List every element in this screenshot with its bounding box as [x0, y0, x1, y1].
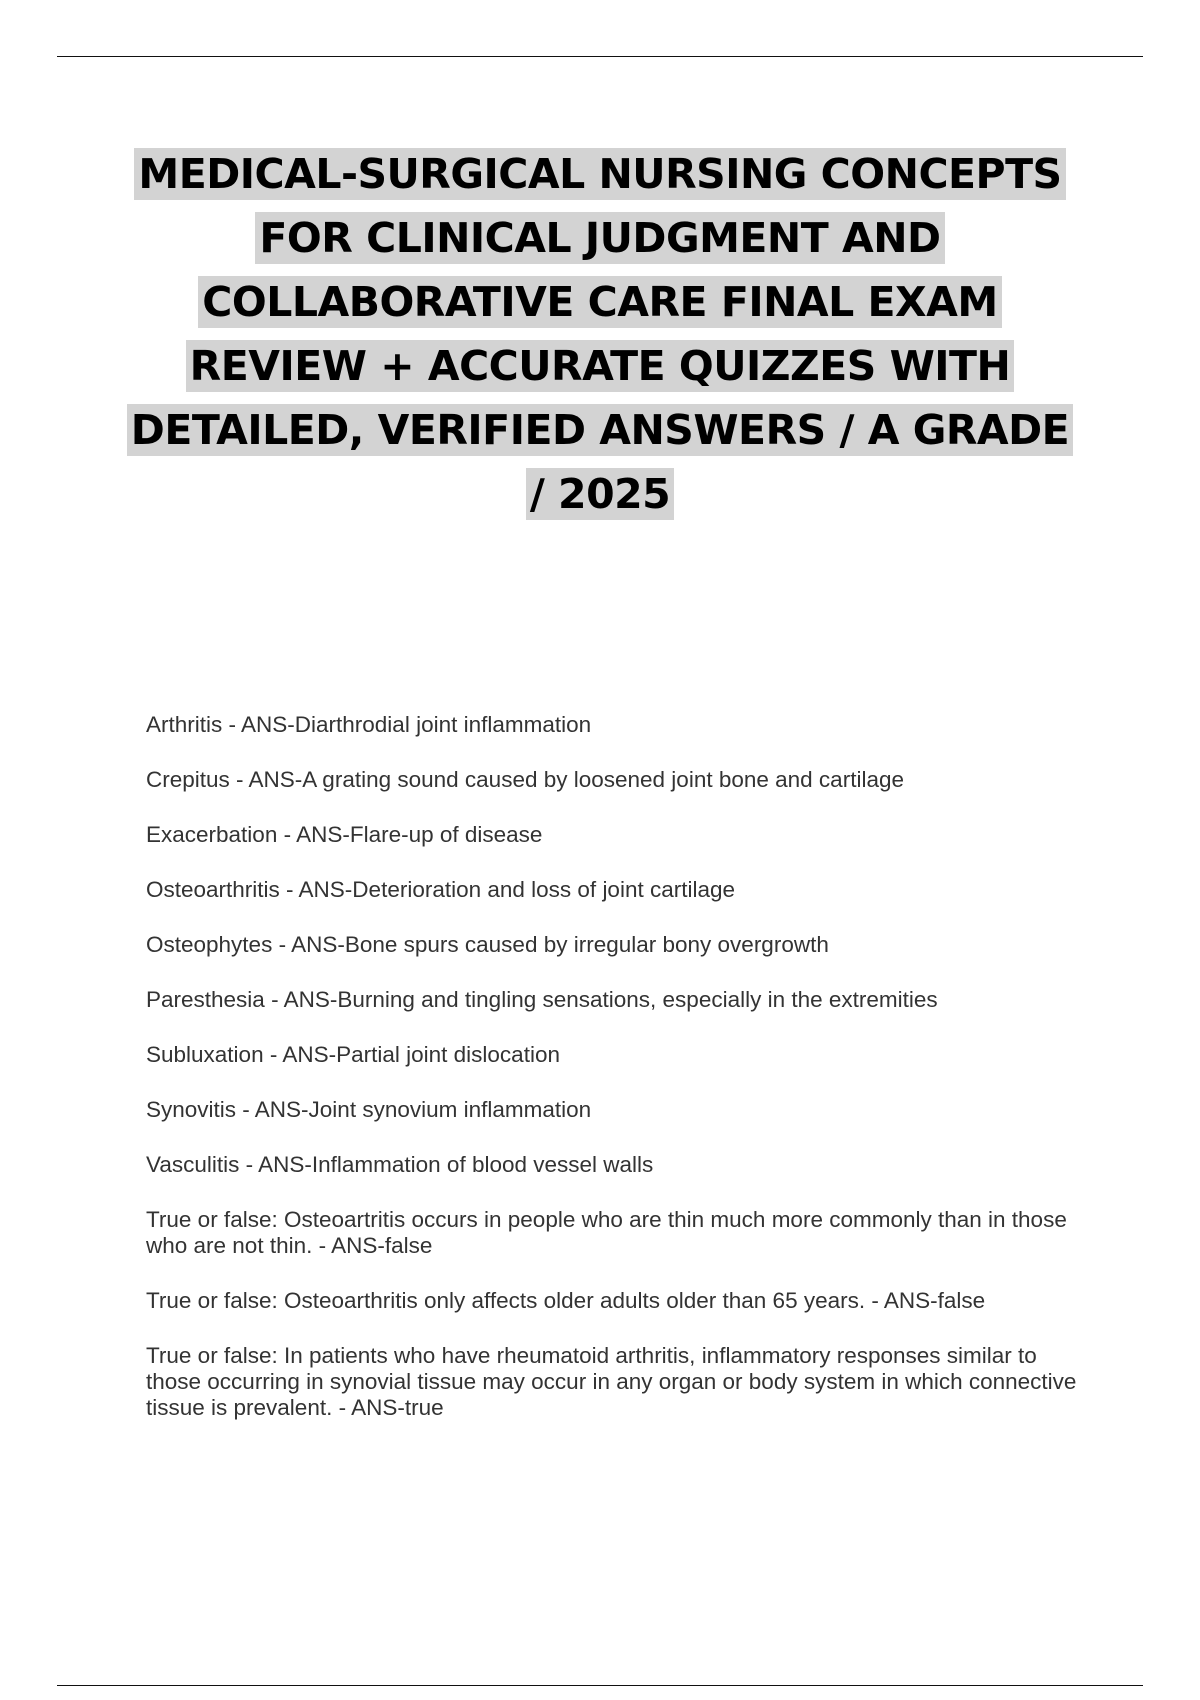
- footer-rule: [57, 1685, 1143, 1686]
- title-block: [120, 142, 1080, 526]
- qa-entry: Synovitis - ANS-Joint synovium inflammation: [146, 1097, 592, 1122]
- qa-entry: Crepitus - ANS-A grating sound caused by loosened joint bone and cartilage: [146, 767, 904, 792]
- qa-entry: Arthritis - ANS-Diarthrodial joint inflammation: [146, 712, 592, 737]
- qa-entry: Paresthesia - ANS-Burning and tingling sensations, especially in the extremities: [146, 987, 938, 1012]
- qa-entry: True or false: Osteoartritis occurs in people who are thin much more commonly than in those who are not thin. - ANS-false: [146, 1207, 1067, 1258]
- qa-entry: True or false: Osteoarthritis only affects older adults older than 65 years. - ANS-false: [146, 1288, 986, 1313]
- qa-entry: True or false: In patients who have rheumatoid arthritis, inflammatory responses similar to those occurring in synovial tissue may occur in any organ or body system in which connective tissue is prevalent. - ANS-true: [146, 1343, 1077, 1420]
- qa-entry: Exacerbation - ANS-Flare-up of disease: [146, 822, 543, 847]
- document-title: [120, 142, 1080, 526]
- header-rule: [57, 56, 1143, 57]
- qa-list: [146, 712, 1086, 1450]
- qa-entry: Osteoarthritis - ANS-Deterioration and loss of joint cartilage: [146, 877, 736, 902]
- qa-entry: Subluxation - ANS-Partial joint dislocation: [146, 1042, 560, 1067]
- document-title-text: MEDICAL-SURGICAL NURSING CONCEPTS FOR CLINICAL JUDGMENT AND COLLABORATIVE CARE FINAL EXAM REVIEW + ACCURATE QUIZZES WITH DETAILED, VERIFIED ANSWERS / A GRADE / 2025: [127, 148, 1073, 520]
- qa-entry: Vasculitis - ANS-Inflammation of blood vessel walls: [146, 1152, 654, 1177]
- qa-entry: Osteophytes - ANS-Bone spurs caused by irregular bony overgrowth: [146, 932, 829, 957]
